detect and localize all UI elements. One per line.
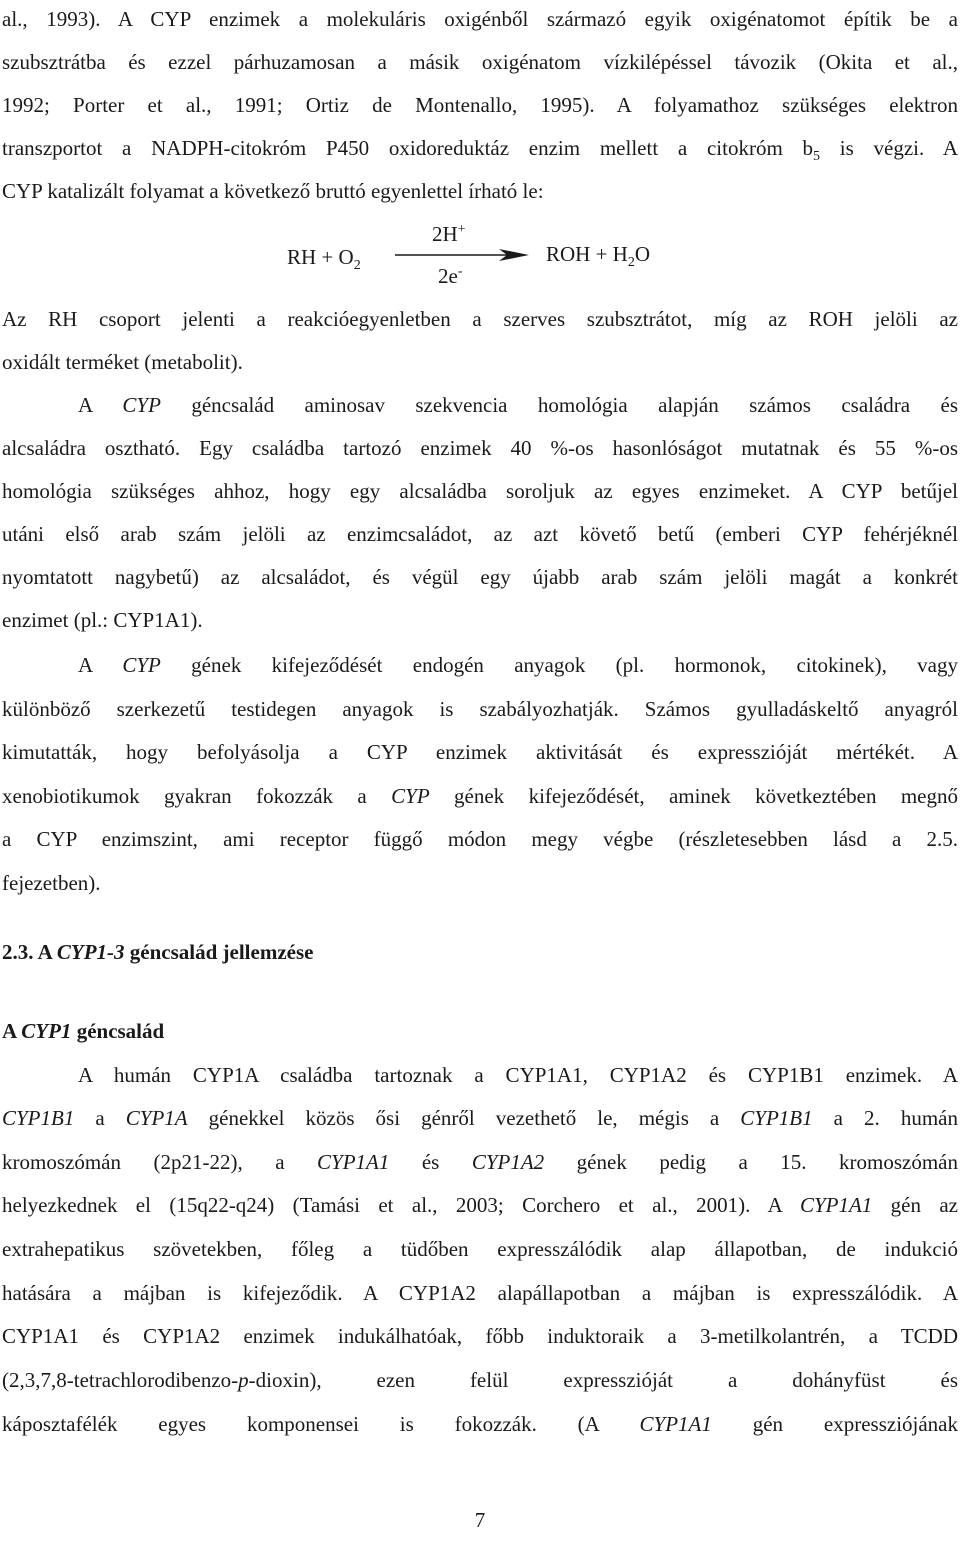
text-segment: káposztafélék egyes komponensei is fokozzák. (A xyxy=(2,1412,640,1436)
text-segment: -dioxin), ezen felül expresszióját a dohányfüst és xyxy=(248,1368,958,1392)
italic-gene: CYP1B1 xyxy=(740,1106,813,1130)
heading-italic: CYP1 xyxy=(21,1019,72,1043)
text-line: homológia szükséges ahhoz, hogy egy alcsaládba soroljuk az egyes enzimeket. A CYP betűjel xyxy=(2,479,958,503)
text-segment: gének kifejeződését, aminek következtében megnő xyxy=(429,784,959,808)
heading-text: 2.3. A xyxy=(2,940,57,964)
text-segment: génekkel közös ősi génről vezethető le, mégis a xyxy=(187,1106,741,1130)
text-segment: gén az xyxy=(872,1193,959,1217)
text-line: 1992; Porter et al., 1991; Ortiz de Montenallo, 1995). A folyamathoz szükséges elektron xyxy=(2,93,958,117)
above-text: 2H xyxy=(432,222,458,246)
below-text: 2e xyxy=(438,264,458,288)
text-segment: gének kifejeződését endogén anyagok (pl. hormonok, citokinek), vagy xyxy=(160,653,959,677)
text-line: fejezetben). xyxy=(2,871,101,895)
text-line: a CYP enzimszint, ami receptor függő módon megy végbe (részletesebben lásd a 2.5. xyxy=(2,827,958,851)
text-line xyxy=(78,390,958,420)
text-line: kimutatták, hogy befolyásolja a CYP enzimek aktivitását és expresszióját mértékét. A xyxy=(2,740,958,764)
text-line: szubsztrátba és ezzel párhuzamosan a másik oxigénatom vízkilépéssel távozik (Okita et al., xyxy=(2,50,958,74)
subscript: 5 xyxy=(813,149,821,165)
section-heading xyxy=(2,937,958,967)
italic-gene: CYP1A2 xyxy=(471,1150,545,1174)
italic-gene: CYP xyxy=(122,393,161,417)
italic-gene: CYP xyxy=(122,653,161,677)
text-line: extrahepatikus szövetekben, főleg a tüdőben expresszálódik alap állapotban, de indukció xyxy=(2,1237,958,1261)
italic-gene: CYP1A xyxy=(125,1106,188,1130)
text-segment: kromoszómán (2p21-22), a xyxy=(2,1150,318,1174)
text-line xyxy=(2,133,958,163)
text-segment: helyezkednek el (15q22-q24) (Tamási et al., 2003; Corchero et al., 2001). A xyxy=(2,1193,800,1217)
text-line xyxy=(2,1409,958,1439)
text-line: hatására a májban is kifejeződik. A CYP1A2 alapállapotban a májban is expresszálódik. A xyxy=(2,1281,958,1305)
text-segment: a xyxy=(74,1106,126,1130)
italic-gene: CYP1A1 xyxy=(639,1412,712,1436)
text-segment: gén expressziójának xyxy=(711,1412,958,1436)
reaction-arrow-icon xyxy=(395,248,530,262)
italic-gene: CYP1B1 xyxy=(2,1106,75,1130)
text-line: Az RH csoport jelenti a reakcióegyenletben a szerves szubsztrátot, míg az ROH jelöli az xyxy=(2,307,958,331)
text-segment: géncsalád aminosav szekvencia homológia alapján számos családra és xyxy=(160,393,958,417)
text-segment: gének pedig a 15. kromoszómán xyxy=(544,1150,959,1174)
text-line: al., 1993). A CYP enzimek a molekuláris oxigénből származó egyik oxigénatomot építik be a xyxy=(2,7,958,31)
italic-letter: p xyxy=(238,1368,249,1392)
above-superscript: + xyxy=(457,222,466,237)
text-line: nyomtatott nagybetű) az alcsaládot, és végül egy újabb arab szám jelöli magát a konkrét xyxy=(2,565,958,589)
text-line: különböző szerkezetű testidegen anyagok is szabályozhatják. Számos gyulladáskeltő anyagról xyxy=(2,697,958,721)
text-line: A humán CYP1A családba tartoznak a CYP1A1, CYP1A2 és CYP1B1 enzimek. A xyxy=(78,1063,958,1087)
text-line: enzimet (pl.: CYP1A1). xyxy=(2,608,203,632)
text-line xyxy=(2,1365,958,1395)
text-segment: xenobiotikumok gyakran fokozzák a xyxy=(2,784,392,808)
product-subscript: 2 xyxy=(627,255,635,271)
text-line: CYP katalizált folyamat a következő bruttó egyenlettel írható le: xyxy=(2,179,544,203)
arrow-above-label xyxy=(432,222,466,246)
text-segment: A xyxy=(78,653,123,677)
heading-text: A xyxy=(2,1019,22,1043)
text-segment: és xyxy=(389,1150,472,1174)
page-number: 7 xyxy=(474,1508,486,1532)
text-segment: (2,3,7,8-tetrachlorodibenzo- xyxy=(2,1368,239,1392)
italic-gene: CYP1A1 xyxy=(799,1193,873,1217)
text-line xyxy=(2,781,958,811)
text-line: CYP1A1 és CYP1A2 enzimek indukálhatóak, főbb induktoraik a 3-metilkolantrén, a TCDD xyxy=(2,1324,958,1348)
reactant-text: RH + O xyxy=(287,245,354,269)
reactant-subscript: 2 xyxy=(353,258,361,274)
below-superscript: - xyxy=(457,264,463,279)
text-segment: is végzi. A xyxy=(839,136,959,160)
italic-gene: CYP xyxy=(391,784,430,808)
heading-text: géncsalád jellemzése xyxy=(124,940,314,964)
text-segment: transzportot a NADPH-citokróm P450 oxidoreduktáz enzim mellett a citokróm b xyxy=(2,136,814,160)
text-segment: a 2. humán xyxy=(812,1106,958,1130)
product-text: ROH + H xyxy=(546,242,628,266)
heading-italic: CYP1-3 xyxy=(56,940,125,964)
italic-gene: CYP1A1 xyxy=(317,1150,390,1174)
text-line: alcsaládra osztható. Egy családba tartozó enzimek 40 %-os hasonlóságot mutatnak és 55 %-os xyxy=(2,436,958,460)
arrow-below-label xyxy=(438,264,463,288)
text-line: utáni első arab szám jelöli az enzimcsaládot, az azt követő betű (emberi CYP fehérjéknél xyxy=(2,522,958,546)
text-line: oxidált terméket (metabolit). xyxy=(2,350,243,374)
product-text: O xyxy=(634,242,651,266)
text-line xyxy=(2,1147,958,1177)
heading-text: géncsalád xyxy=(71,1019,165,1043)
subsection-heading xyxy=(2,1016,958,1046)
text-segment: A xyxy=(78,393,123,417)
equation-products xyxy=(546,242,651,271)
text-line xyxy=(78,650,958,680)
text-line xyxy=(2,1190,958,1220)
text-line xyxy=(2,1103,958,1133)
equation-reactants xyxy=(287,245,361,274)
